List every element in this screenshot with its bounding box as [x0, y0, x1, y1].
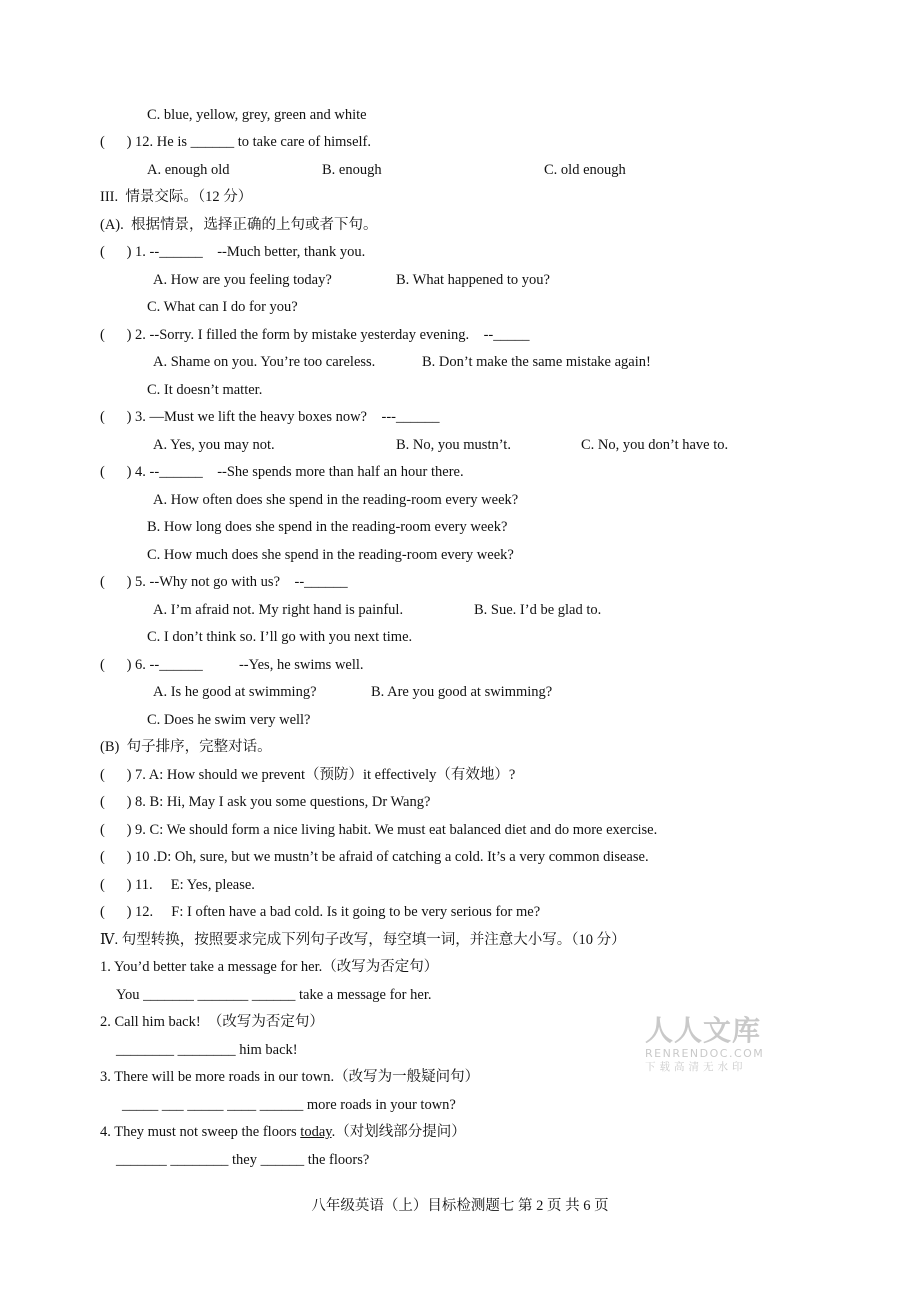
- question-4-answer-line: _______ ________ they ______ the floors?: [116, 1152, 370, 1168]
- text-line: C. What can I do for you?: [147, 299, 298, 315]
- text-line: ( ) 12. F: I often have a bad cold. Is it going to be very serious for me?: [100, 904, 541, 920]
- text-line: C. No, you don’t have to.: [581, 437, 729, 453]
- text-line: C. Does he swim very well?: [147, 712, 311, 728]
- text-line: B. No, you mustn’t.: [396, 437, 511, 453]
- text-line: ( ) 1. --______ --Much better, thank you.: [100, 244, 366, 260]
- text-line: III. 情景交际。（12 分）: [100, 189, 253, 205]
- text-line: ( ) 8. B: Hi, May I ask you some questions, Dr Wang?: [100, 794, 431, 810]
- text-line: (B) 句子排序，完整对话。: [100, 739, 272, 755]
- watermark-slogan: 下载高清无水印: [645, 1061, 747, 1073]
- text-line: A. How often does she spend in the reading-room every week?: [153, 492, 519, 508]
- text-line: ( ) 5. --Why not go with us? --______: [100, 574, 348, 590]
- text-line: B. What happened to you?: [396, 272, 550, 288]
- q4-text-after: .（对划线部分提问）: [331, 1124, 466, 1140]
- text-line: ( ) 7. A: How should we prevent（预防）it effectively（有效地）?: [100, 767, 516, 783]
- text-line: B. Sue. I’d be glad to.: [474, 602, 602, 618]
- text-line: B. Don’t make the same mistake again!: [422, 354, 651, 370]
- text-line: A. I’m afraid not. My right hand is painful.: [153, 602, 404, 618]
- text-line: ( ) 12. He is ______ to take care of himself.: [100, 134, 371, 150]
- text-line: 3. There will be more roads in our town.（改写为一般疑问句）: [100, 1069, 480, 1085]
- text-line: C. blue, yellow, grey, green and white: [147, 107, 367, 123]
- text-line: A. Is he good at swimming?: [153, 684, 317, 700]
- text-line: C. old enough: [544, 162, 626, 178]
- text-line: B. How long does she spend in the reading-room every week?: [147, 519, 508, 535]
- text-line: You _______ _______ ______ take a message for her.: [116, 987, 432, 1003]
- text-line: A. enough old: [147, 162, 230, 178]
- watermark-title: 人人文库: [645, 1014, 762, 1047]
- text-line: C. It doesn’t matter.: [147, 382, 263, 398]
- text-line: Ⅳ. 句型转换，按照要求完成下列句子改写，每空填一词，并注意大小写。（10 分）: [100, 932, 626, 948]
- watermark-logo: [645, 1015, 773, 1074]
- text-line: A. Yes, you may not.: [153, 437, 275, 453]
- text-line: ( ) 4. --______ --She spends more than half an hour there.: [100, 464, 464, 480]
- text-line: 2. Call him back! （改写为否定句）: [100, 1014, 324, 1030]
- text-line: ( ) 10 .D: Oh, sure, but we mustn’t be afraid of catching a cold. It’s a very common disease.: [100, 849, 649, 865]
- text-line: B. enough: [322, 162, 382, 178]
- text-line: ( ) 6. --______ --Yes, he swims well.: [100, 657, 364, 673]
- text-line: ( ) 9. C: We should form a nice living habit. We must eat balanced diet and do more exercise.: [100, 822, 658, 838]
- question-4: [100, 1123, 466, 1141]
- text-line: B. Are you good at swimming?: [371, 684, 553, 700]
- text-line: (A). 根据情景，选择正确的上句或者下句。: [100, 217, 378, 233]
- text-line: ( ) 2. --Sorry. I filled the form by mistake yesterday evening. --_____: [100, 327, 530, 343]
- text-line: C. How much does she spend in the reading-room every week?: [147, 547, 514, 563]
- text-line: ________ ________ him back!: [116, 1042, 298, 1058]
- q4-text-before: 4. They must not sweep the floors: [100, 1124, 301, 1140]
- text-line: A. How are you feeling today?: [153, 272, 332, 288]
- watermark-domain: RENRENDOC.COM: [645, 1047, 765, 1060]
- text-line: C. I don’t think so. I’ll go with you next time.: [147, 629, 413, 645]
- page-footer: 八年级英语（上）目标检测题七 第 2 页 共 6 页: [311, 1198, 609, 1214]
- text-line: 1. You’d better take a message for her.（改写为否定句）: [100, 959, 439, 975]
- text-line: ( ) 3. —Must we lift the heavy boxes now? ---______: [100, 409, 440, 425]
- text-line: ( ) 11. E: Yes, please.: [100, 877, 255, 893]
- text-line: _____ ___ _____ ____ ______ more roads in your town?: [122, 1097, 456, 1113]
- q4-underlined-word: today: [300, 1124, 332, 1140]
- text-line: A. Shame on you. You’re too careless.: [153, 354, 376, 370]
